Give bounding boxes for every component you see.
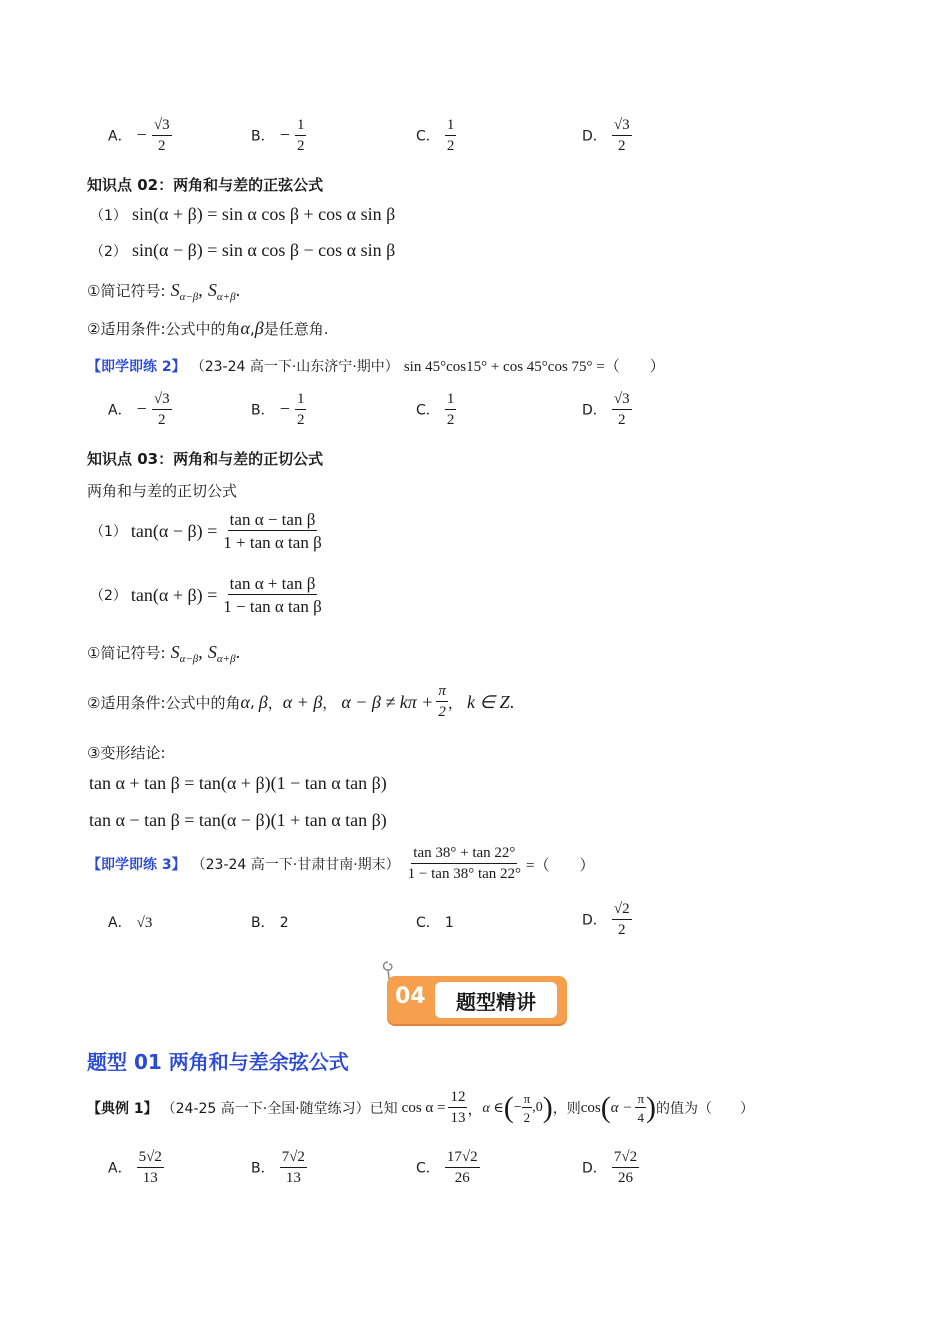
interval-end: ,0 <box>532 1100 543 1115</box>
fraction <box>152 118 172 154</box>
kp2-formula-2 <box>90 240 395 261</box>
denominator: 1 − tan α tan β <box>223 597 322 616</box>
ex2-option-a[interactable] <box>108 392 172 428</box>
symbol: S <box>170 280 180 300</box>
q1-option-c[interactable] <box>416 118 456 154</box>
symbol-alpha: α <box>240 318 250 338</box>
minus-sign: − <box>279 124 290 145</box>
kp3-variant-1: tan α + tan β = tan(α + β)(1 − tan α tan β) <box>89 773 387 793</box>
numerator: tan α − tan β <box>229 510 316 529</box>
numerator: π <box>637 1091 645 1106</box>
q1-option-d[interactable] <box>582 118 632 154</box>
fraction <box>295 392 307 428</box>
alpha-condition: α ∈ <box>482 1100 504 1116</box>
note-prefix: ①简记符号: <box>87 282 166 300</box>
ex1-option-a[interactable] <box>108 1150 164 1186</box>
denominator: 1 + tan α tan β <box>223 533 322 552</box>
numerator: tan 38° + tan 22° <box>411 846 517 864</box>
difference-condition: α − β ≠ kπ + <box>341 691 434 712</box>
numerator: 1 <box>445 392 457 410</box>
ex2-option-c[interactable] <box>416 392 456 428</box>
exercise-expression: sin 45°cos15° + cos 45°cos 75° =（ ） <box>403 359 665 375</box>
subscript: α−β <box>179 653 199 666</box>
ex3-option-c[interactable] <box>416 912 454 932</box>
badge-label-box <box>435 982 557 1018</box>
denominator: 13 <box>285 1170 301 1186</box>
cos-lhs: cos α = <box>401 1099 446 1116</box>
numerator: √3 <box>612 118 632 136</box>
kp3-variant-2: tan α − tan β = tan(α − β)(1 + tan α tan β) <box>89 810 387 830</box>
symbol: S <box>207 642 217 662</box>
numerator: √2 <box>612 902 632 920</box>
numerator: 1 <box>295 392 307 410</box>
fraction <box>137 1150 164 1186</box>
option-label: C． <box>416 915 440 931</box>
fraction <box>445 1150 480 1186</box>
denominator: 2 <box>158 412 166 428</box>
denominator: 2 <box>446 138 455 154</box>
numerator: 12 <box>448 1090 467 1108</box>
denominator: 2 <box>446 412 455 428</box>
numerator: 5√2 <box>137 1150 164 1168</box>
subscript: α+β <box>216 653 236 666</box>
fraction <box>612 392 632 428</box>
numerator: √3 <box>612 392 632 410</box>
note-prefix: ①简记符号: <box>87 644 166 662</box>
example-tag: 【典例 1】 <box>87 1101 158 1117</box>
denominator: 2 <box>523 1110 531 1125</box>
formula-index: （2） <box>90 244 127 260</box>
ex1-option-c[interactable] <box>416 1150 480 1186</box>
exercise-tag: 【即学即练 2】 <box>87 359 186 375</box>
then-text: ，则 <box>552 1101 581 1117</box>
kp3-subtitle: 两角和与差的正切公式 <box>87 482 238 500</box>
ex2-option-d[interactable] <box>582 392 632 428</box>
period: . <box>235 642 241 662</box>
formula-lhs: tan(α + β) = <box>130 584 218 605</box>
formula-index: （2） <box>90 588 127 604</box>
option-label: B． <box>251 1160 275 1177</box>
fraction <box>152 392 172 428</box>
option-label: C． <box>416 402 440 419</box>
exercise-tail: =（ ） <box>526 857 595 874</box>
option-label: D． <box>582 912 607 929</box>
fraction <box>445 118 457 154</box>
option-label: D． <box>582 128 607 145</box>
minus-sign: − <box>279 398 290 419</box>
option-label: B． <box>251 128 275 145</box>
exercise-2 <box>87 355 665 376</box>
example-source: （24-25 高一下·全国·随堂练习）已知 <box>161 1101 398 1117</box>
kp2-formula-1 <box>90 204 395 225</box>
note-prefix: ②适用条件:公式中的角 <box>87 693 241 712</box>
numerator: 7√2 <box>612 1150 639 1168</box>
option-label: B． <box>251 915 275 931</box>
kp3-formula-2 <box>90 575 324 615</box>
fraction <box>445 392 457 428</box>
fraction <box>612 902 632 938</box>
symbol-beta: β <box>258 691 268 712</box>
denominator: 1 − tan 38° tan 22° <box>407 866 522 882</box>
option-label: A． <box>108 128 132 145</box>
formula-fraction <box>221 575 323 615</box>
numerator: π <box>436 684 448 702</box>
q1-option-a[interactable] <box>108 118 172 154</box>
denominator: 2 <box>158 138 166 154</box>
denominator: 13 <box>142 1170 158 1186</box>
denominator: 4 <box>637 1110 644 1125</box>
kp3-note-3: ③变形结论: <box>87 744 166 762</box>
numerator: 1 <box>445 118 457 136</box>
minus-sign: − <box>136 124 147 145</box>
formula-index: （1） <box>90 524 127 540</box>
formula-fraction <box>221 511 323 551</box>
numerator: √3 <box>152 392 172 410</box>
option-label: D． <box>582 1160 607 1177</box>
kp3-note-2: ②适用条件:公式中的角 α , β ， α + β ， α − β ≠ kπ + $\frac{\pi}{2}$ ， k ∈ Z . <box>87 683 515 720</box>
ex3-option-d[interactable] <box>582 902 632 938</box>
ex2-option-b[interactable] <box>251 392 306 428</box>
ex1-option-d[interactable] <box>582 1150 639 1186</box>
denominator: 13 <box>450 1110 466 1126</box>
option-label: A． <box>108 915 132 931</box>
type01-title: 题型 01 两角和与差余弦公式 <box>87 1050 349 1074</box>
denominator: 26 <box>454 1170 470 1186</box>
example-1: 【典例 1】 （24-25 高一下·全国·随堂练习）已知 cos α = $\frac{12}{13}$ ， α ∈ ( − $\frac{\pi}{2}$ ,0 ) ，则 cos ( α − $\frac{\pi}{4}$ ) 的值为（ ） <box>87 1089 755 1126</box>
denominator: 2 <box>617 138 626 154</box>
pi-over-four <box>635 1092 646 1124</box>
denominator: 2 <box>617 412 626 428</box>
exercise-3 <box>87 846 594 882</box>
option-label: C． <box>416 128 440 145</box>
option-label: D． <box>582 402 607 419</box>
interval-fraction <box>522 1092 533 1124</box>
numerator: 1 <box>295 118 307 136</box>
fraction <box>280 1150 307 1186</box>
kp3-formula-1 <box>90 511 324 551</box>
comma: , <box>249 320 255 338</box>
minus-sign: − <box>136 398 147 419</box>
numerator: π <box>523 1091 531 1106</box>
numerator: tan α + tan β <box>229 574 316 593</box>
symbol-alpha: α <box>240 691 250 712</box>
k-in-z: k ∈ Z <box>466 691 510 712</box>
option-value: 2 <box>279 915 289 931</box>
kp2-title: 知识点 02：两角和与差的正弦公式 <box>87 176 324 194</box>
symbol-beta: β <box>254 318 264 338</box>
subscript: α+β <box>216 291 236 304</box>
denominator: 2 <box>296 138 305 154</box>
formula-lhs: tan(α − β) = <box>130 520 218 541</box>
numerator: 7√2 <box>280 1150 307 1168</box>
numerator: 17√2 <box>445 1150 480 1168</box>
symbol: S <box>170 642 180 662</box>
sum-angle: α + β <box>282 691 323 712</box>
badge-number: 04 <box>395 984 426 1009</box>
cos-func: cos <box>580 1099 601 1116</box>
section-badge <box>387 976 567 1024</box>
denominator: 2 <box>296 412 305 428</box>
alpha-minus: α − <box>610 1099 633 1116</box>
badge-text: 题型精讲 <box>456 989 536 1014</box>
exercise-fraction <box>406 846 523 882</box>
symbol: S <box>207 280 217 300</box>
note-suffix: 是任意角. <box>263 320 329 338</box>
exercise-source: （23-24 高一下·山东济宁·期中） <box>190 359 399 375</box>
formula-text: sin(α + β) = sin α cos β + cos α sin β <box>132 204 396 224</box>
option-label: C． <box>416 1160 440 1177</box>
denominator: 26 <box>617 1170 633 1186</box>
subscript: α−β <box>179 291 199 304</box>
option-label: B． <box>251 402 275 419</box>
option-value: √3 <box>136 915 153 931</box>
exercise-tag: 【即学即练 3】 <box>87 857 186 873</box>
fraction <box>612 118 632 154</box>
kp2-note-2 <box>87 318 329 339</box>
minus-sign: − <box>513 1100 522 1115</box>
denominator: 2 <box>438 704 446 720</box>
ex3-option-a[interactable] <box>108 912 152 932</box>
numerator: √3 <box>152 118 172 136</box>
option-label: A． <box>108 1160 132 1177</box>
option-value: 1 <box>444 915 454 931</box>
fraction <box>295 118 307 154</box>
fraction <box>612 1150 639 1186</box>
exercise-source: （23-24 高一下·甘肃甘南·期末） <box>191 857 400 873</box>
note-prefix: ②适用条件:公式中的角 <box>87 320 241 338</box>
denominator: 2 <box>617 922 626 938</box>
cos-fraction <box>448 1090 467 1126</box>
ex1-option-b[interactable] <box>251 1150 307 1186</box>
q1-option-b[interactable] <box>251 118 306 154</box>
period: . <box>235 280 241 300</box>
kp3-note-1: ①简记符号: $S_{\alpha-\beta}$, $S_{\alpha+\beta}$. <box>87 642 241 666</box>
formula-index: （1） <box>90 208 127 224</box>
kp2-note-1: ①简记符号: $S_{\alpha-\beta}$, $S_{\alpha+\beta}$. <box>87 280 241 304</box>
pi-over-two <box>436 684 448 720</box>
ex3-option-b[interactable] <box>251 912 289 932</box>
example-tail: 的值为（ ） <box>656 1101 755 1117</box>
formula-text: sin(α − β) = sin α cos β − cos α sin β <box>132 240 396 260</box>
kp3-title: 知识点 03：两角和与差的正切公式 <box>87 450 324 468</box>
option-label: A． <box>108 402 132 419</box>
